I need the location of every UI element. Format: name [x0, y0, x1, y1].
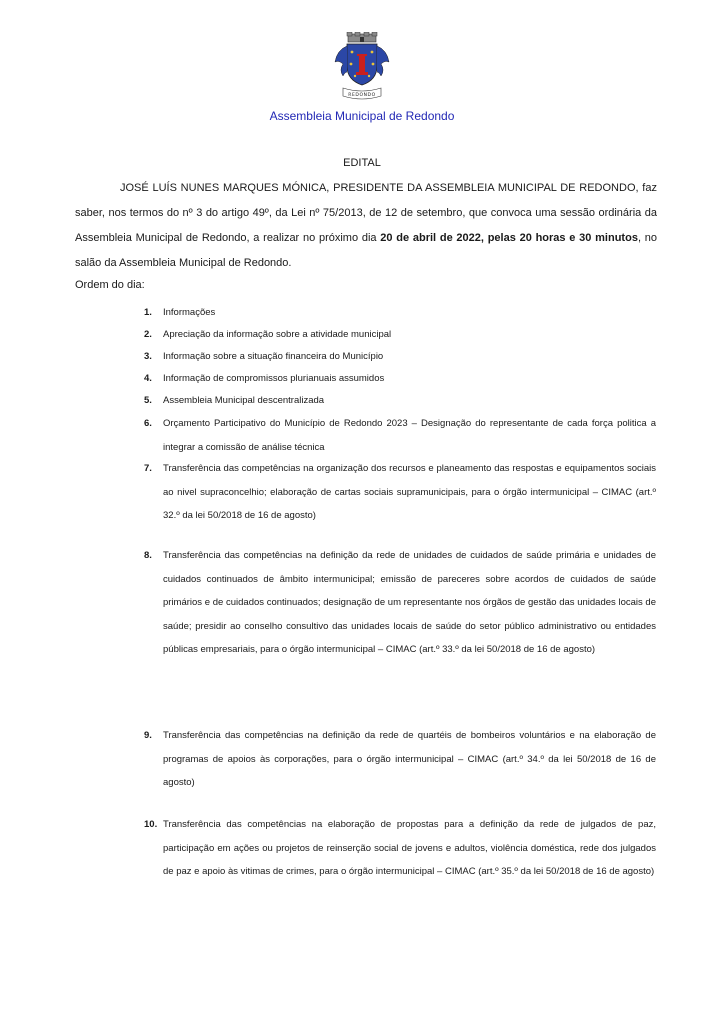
agenda-item-text: Transferência das competências na definição da rede de quartéis de bombeiros voluntários e na elaboração de programas de apoios às corporações, para o órgão intermunicipal – CIMAC (art.º 34.º da lei 50/2018 de 16 de agosto) [163, 730, 656, 788]
agenda-item-text: Transferência das competências na definição da rede de unidades de cuidados de saúde primária e unidades de cuidados continuados de âmbito intermunicipal; emissão de pareceres sobre acordos de cuidados de saúde primários e de cuidados continuados; designação de um representante nos órgãos de gestão das unidades locais de saúde; presidir ao conselho consultivo das unidades locais de saúde do setor público administrativo ou entidades públicas empresariais, para o órgão intermunicipal – CIMAC (art.º 33.º da lei 50/2018 de 16 de agosto) [163, 550, 656, 655]
municipal-crest-icon [333, 32, 391, 106]
agenda-item [144, 389, 656, 413]
agenda-item-text: Orçamento Participativo do Município de Redondo 2023 – Designação do representante de cada força politica a integrar a comissão de análise técnica [163, 418, 656, 453]
agenda-item [144, 301, 656, 325]
agenda-item-number: 4. [144, 373, 152, 384]
agenda-item-number: 1. [144, 307, 152, 318]
organization-name: Assembleia Municipal de Redondo [269, 109, 455, 123]
agenda-item-number: 8. [144, 550, 152, 561]
session-date-time: 20 de abril de 2022, pelas 20 horas e 30 minutos [380, 232, 638, 244]
president-name: JOSÉ LUÍS NUNES MARQUES MÓNICA, PRESIDENTE DA ASSEMBLEIA MUNICIPAL DE REDONDO [120, 182, 636, 194]
agenda-item-number: 10. [144, 819, 158, 830]
agenda-item-text: Transferência das competências na elaboração de propostas para a definição da rede de julgados de paz, participação em ações ou projetos de reinserção social de jovens e adultos, violência doméstica, rede dos julgados de paz e apoio às vitimas de crimes, para o órgão intermunicipal – CIMAC (art.º 35.º da lei 50/2018 de 16 de agosto) [163, 819, 656, 877]
agenda-item-text: Apreciação da informação sobre a atividade municipal [163, 329, 392, 340]
agenda-item-number: 2. [144, 329, 152, 340]
agenda-item [144, 345, 656, 369]
agenda-item [144, 724, 656, 795]
agenda-item-number: 5. [144, 395, 152, 406]
agenda-item [144, 367, 656, 391]
agenda-item-number: 9. [144, 730, 152, 741]
agenda-item [144, 544, 656, 662]
agenda-item [144, 323, 656, 347]
agenda-label: Ordem do dia: [75, 279, 145, 291]
agenda-item-text: Informação sobre a situação financeira do Município [163, 351, 384, 362]
agenda-item-text: Informações [163, 307, 216, 318]
intro-paragraph [75, 176, 657, 276]
agenda-item-number: 7. [144, 463, 152, 474]
agenda-item-number: 3. [144, 351, 152, 362]
intro-text-1: , faz saber, nos termos do nº 3 do artigo 49º, da Lei nº 75/2013, de 12 de setembro, que convoca uma sessão ordinária da Assembleia Municipal de Redondo, a realizar no próximo dia [75, 182, 657, 244]
agenda-item [144, 457, 656, 528]
agenda-item [144, 813, 656, 884]
agenda-item [144, 412, 656, 459]
agenda-item-number: 6. [144, 418, 152, 429]
agenda-item-text: Assembleia Municipal descentralizada [163, 395, 325, 406]
intro-text-2: , no salão da Assembleia Municipal de Redondo. [75, 232, 657, 269]
document-title: EDITAL [343, 157, 381, 169]
agenda-item-text: Transferência das competências na organização dos recursos e planeamento das respostas e equipamentos sociais ao nivel supraconcelhio; elaboração de cartas sociais supramunicipais, para o órgão intermunicipal – CIMAC (art.º 32.º da lei 50/2018 de 16 de agosto) [163, 463, 656, 521]
crest-caption: REDONDO [348, 93, 376, 98]
agenda-item-text: Informação de compromissos plurianuais assumidos [163, 373, 385, 384]
